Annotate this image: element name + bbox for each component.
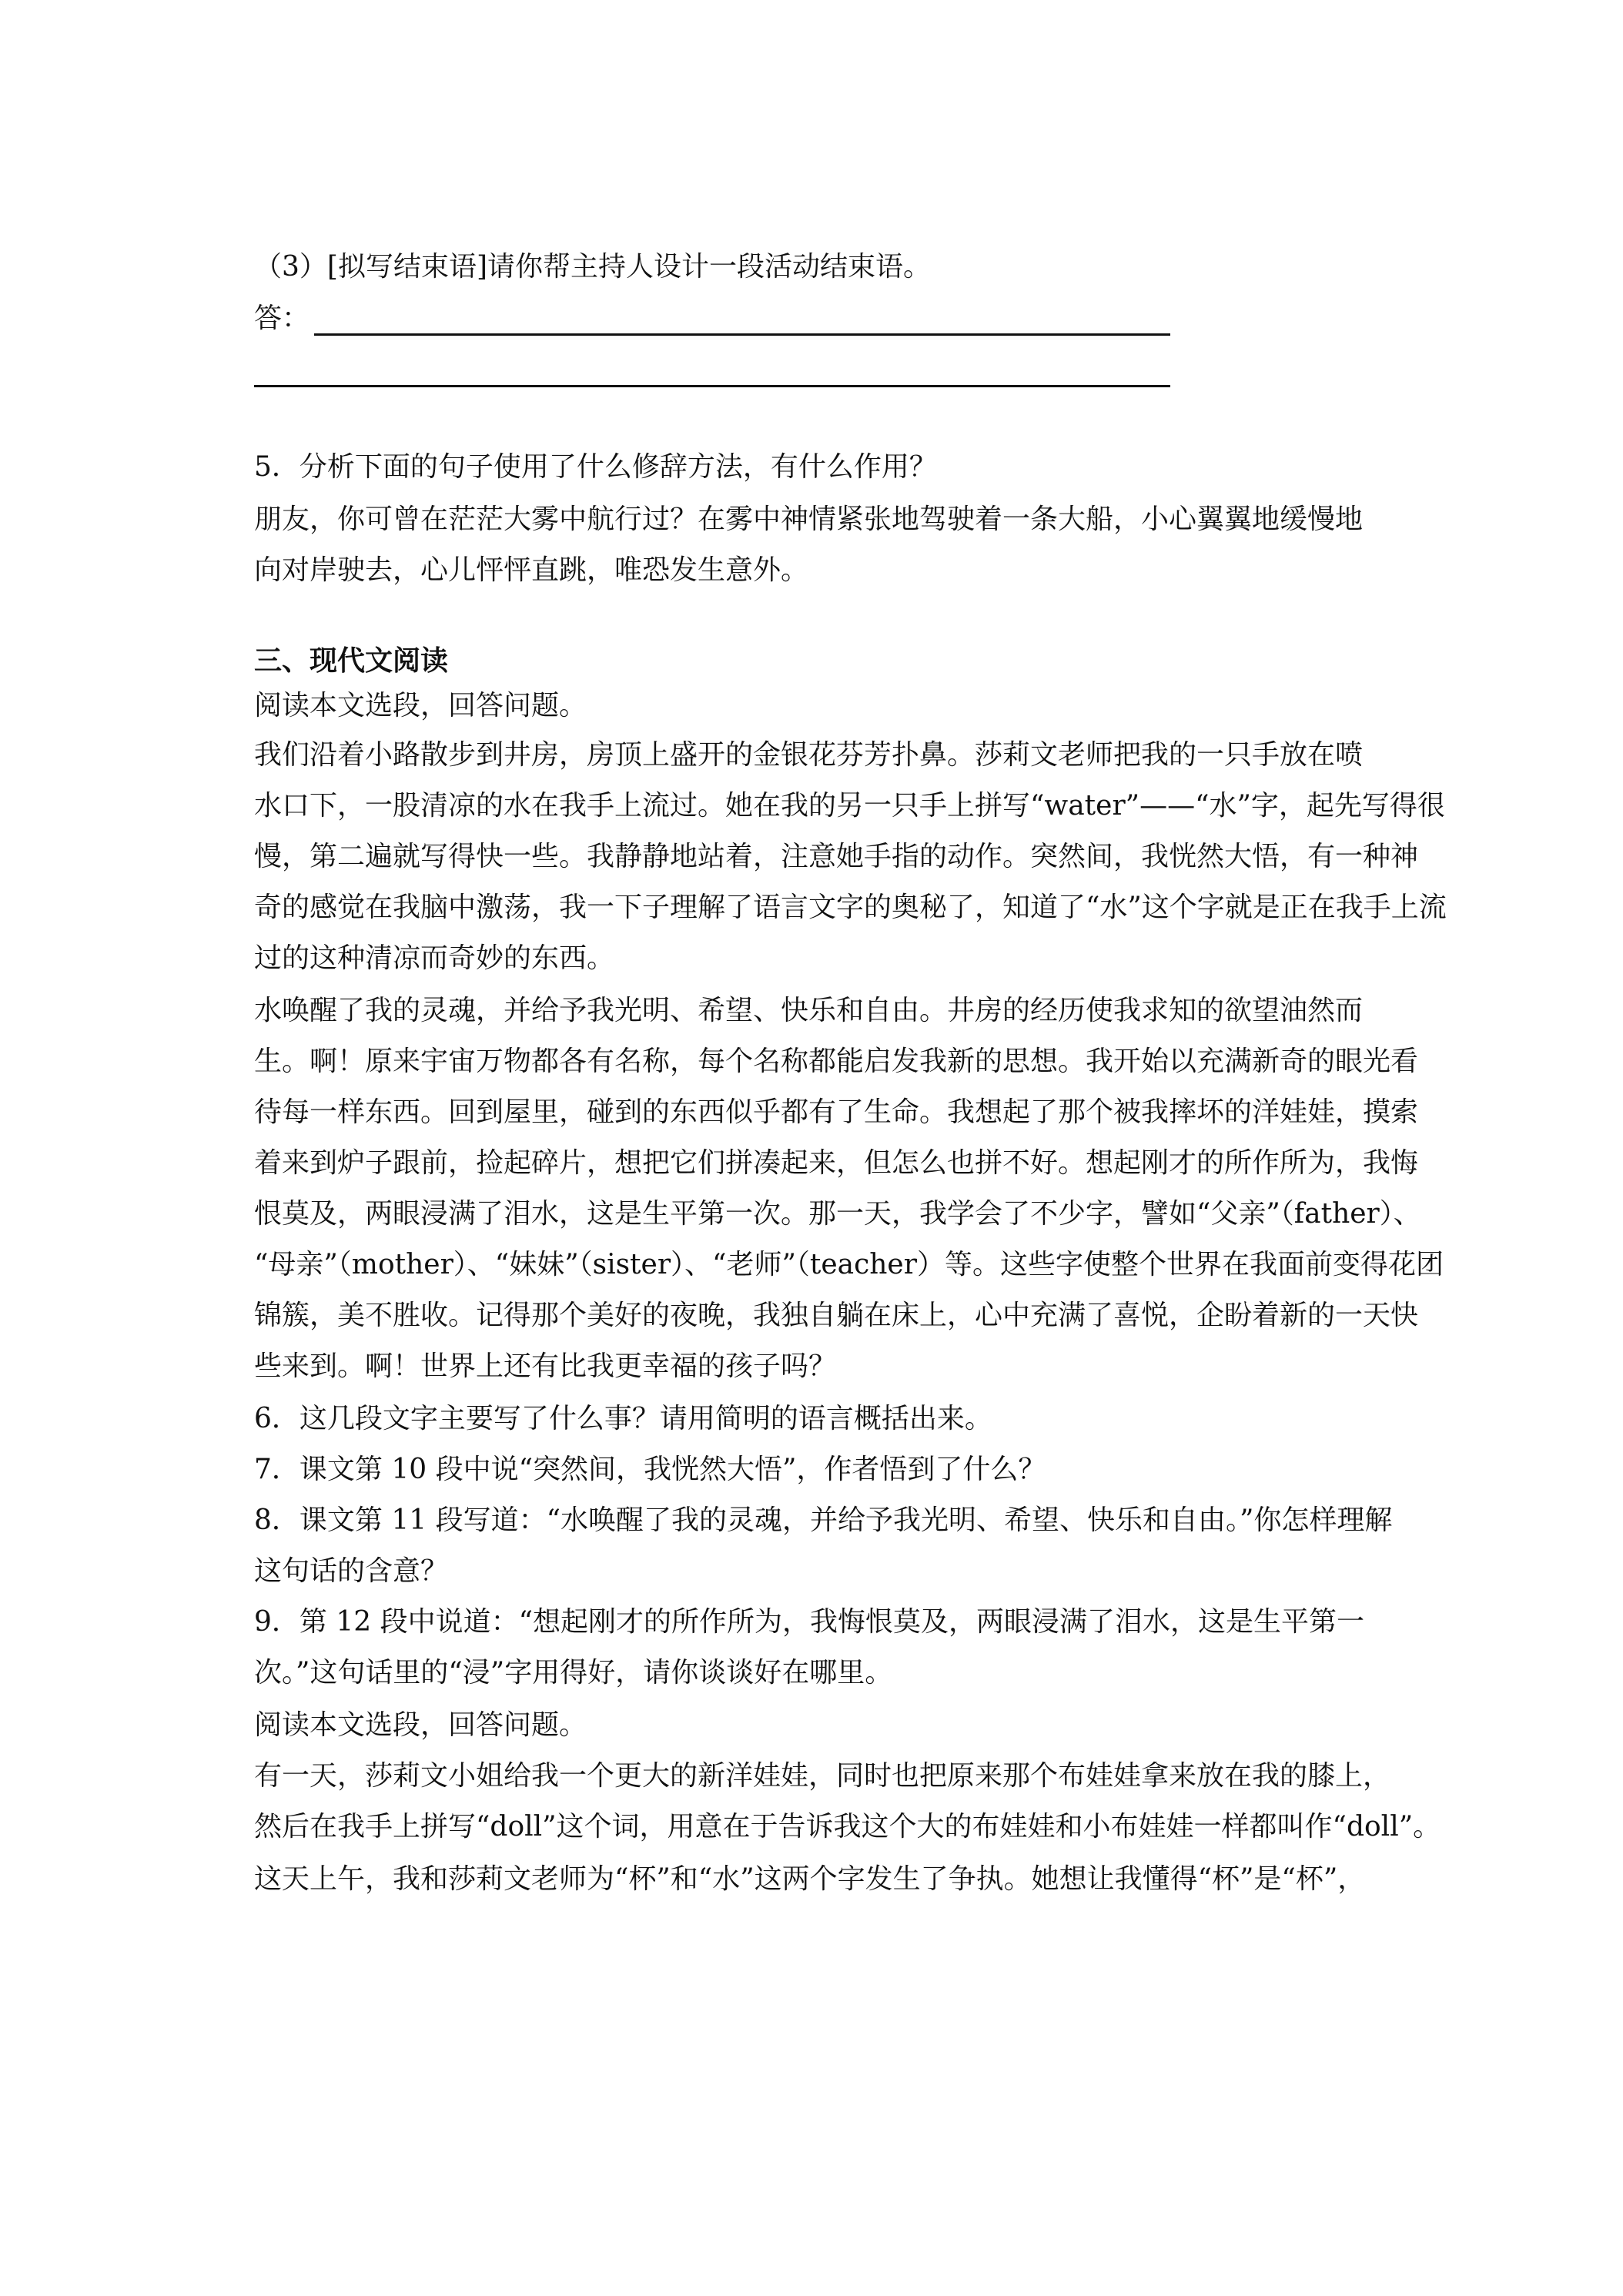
section-heading: 三、现代文阅读 bbox=[254, 644, 449, 677]
passage-line: 然后在我手上拼写“doll”这个词，用意在于告诉我这个大的布娃娃和小布娃娃一样都叫作“doll”。 bbox=[254, 1811, 1441, 1842]
q5-prompt: 5．分析下面的句子使用了什么修辞方法，有什么作用？ bbox=[254, 451, 937, 483]
passage-line: 锦簇，美不胜收。记得那个美好的夜晚，我独自躺在床上，心中充满了喜悦，企盼着新的一天快 bbox=[254, 1300, 1419, 1331]
passage-line: 奇的感觉在我脑中激荡，我一下子理解了语言文字的奥秘了，知道了“水”这个字就是正在我手上流 bbox=[254, 892, 1447, 923]
passage-line: 生。啊！原来宇宙万物都各有名称，每个名称都能启发我新的思想。我开始以充满新奇的眼光看 bbox=[254, 1046, 1419, 1077]
answer-label: 答： bbox=[254, 303, 310, 334]
passage-line: 水口下，一股清凉的水在我手上流过。她在我的另一只手上拼写“water”——“水”字，起先写得很 bbox=[254, 790, 1445, 822]
q3-prompt: （3）[拟写结束语]请你帮主持人设计一段活动结束语。 bbox=[254, 251, 931, 283]
passage-line: 恨莫及，两眼浸满了泪水，这是生平第一次。那一天，我学会了不少字，譬如“父亲”（father）、 bbox=[254, 1198, 1421, 1230]
reading-instruction: 阅读本文选段，回答问题。 bbox=[254, 690, 587, 721]
question-7: 7．课文第 10 段中说“突然间，我恍然大悟”，作者悟到了什么？ bbox=[254, 1454, 1046, 1485]
question-8: 这句话的含意？ bbox=[254, 1555, 449, 1587]
passage-line: 着来到炉子跟前，捡起碎片，想把它们拼凑起来，但怎么也拼不好。想起刚才的所作所为，我悔 bbox=[254, 1147, 1419, 1179]
passage-line: 慢，第二遍就写得快一些。我静静地站着，注意她手指的动作。突然间，我恍然大悟，有一种神 bbox=[254, 841, 1419, 872]
reading-instruction: 阅读本文选段，回答问题。 bbox=[254, 1709, 587, 1741]
question-8: 8．课文第 11 段写道：“水唤醒了我的灵魂，并给予我光明、希望、快乐和自由。”你怎样理解 bbox=[254, 1504, 1393, 1536]
answer-line-2[interactable] bbox=[254, 385, 1170, 387]
question-6: 6．这几段文字主要写了什么事？请用简明的语言概括出来。 bbox=[254, 1403, 992, 1434]
passage-line: 待每一样东西。回到屋里，碰到的东西似乎都有了生命。我想起了那个被我摔坏的洋娃娃，摸索 bbox=[254, 1096, 1419, 1128]
q5-sentence-line: 朋友，你可曾在茫茫大雾中航行过？在雾中神情紧张地驾驶着一条大船，小心翼翼地缓慢地 bbox=[254, 504, 1364, 535]
passage-line: 有一天，莎莉文小姐给我一个更大的新洋娃娃，同时也把原来那个布娃娃拿来放在我的膝上， bbox=[254, 1760, 1391, 1792]
passage-line: 过的这种清凉而奇妙的东西。 bbox=[254, 942, 615, 974]
passage-line: 水唤醒了我的灵魂，并给予我光明、希望、快乐和自由。井房的经历使我求知的欲望油然而 bbox=[254, 995, 1364, 1026]
passage-line: 我们沿着小路散步到井房，房顶上盛开的金银花芬芳扑鼻。莎莉文老师把我的一只手放在喷 bbox=[254, 739, 1364, 771]
q5-sentence-line: 向对岸驶去，心儿怦怦直跳，唯恐发生意外。 bbox=[254, 554, 809, 586]
passage-line: “母亲”（mother）、“妹妹”（sister）、“老师”（teacher）等。这些字使整个世界在我面前变得花团 bbox=[254, 1249, 1444, 1280]
passage-line: 这天上午，我和莎莉文老师为“杯”和“水”这两个字发生了争执。她想让我懂得“杯”是“杯”， bbox=[254, 1863, 1366, 1895]
question-9: 9．第 12 段中说道：“想起刚才的所作所为，我悔恨莫及，两眼浸满了泪水，这是生平第一 bbox=[254, 1606, 1365, 1638]
question-9: 次。”这句话里的“浸”字用得好，请你谈谈好在哪里。 bbox=[254, 1657, 893, 1689]
passage-line: 些来到。啊！世界上还有比我更幸福的孩子吗？ bbox=[254, 1350, 837, 1382]
answer-line-1[interactable] bbox=[314, 333, 1170, 336]
